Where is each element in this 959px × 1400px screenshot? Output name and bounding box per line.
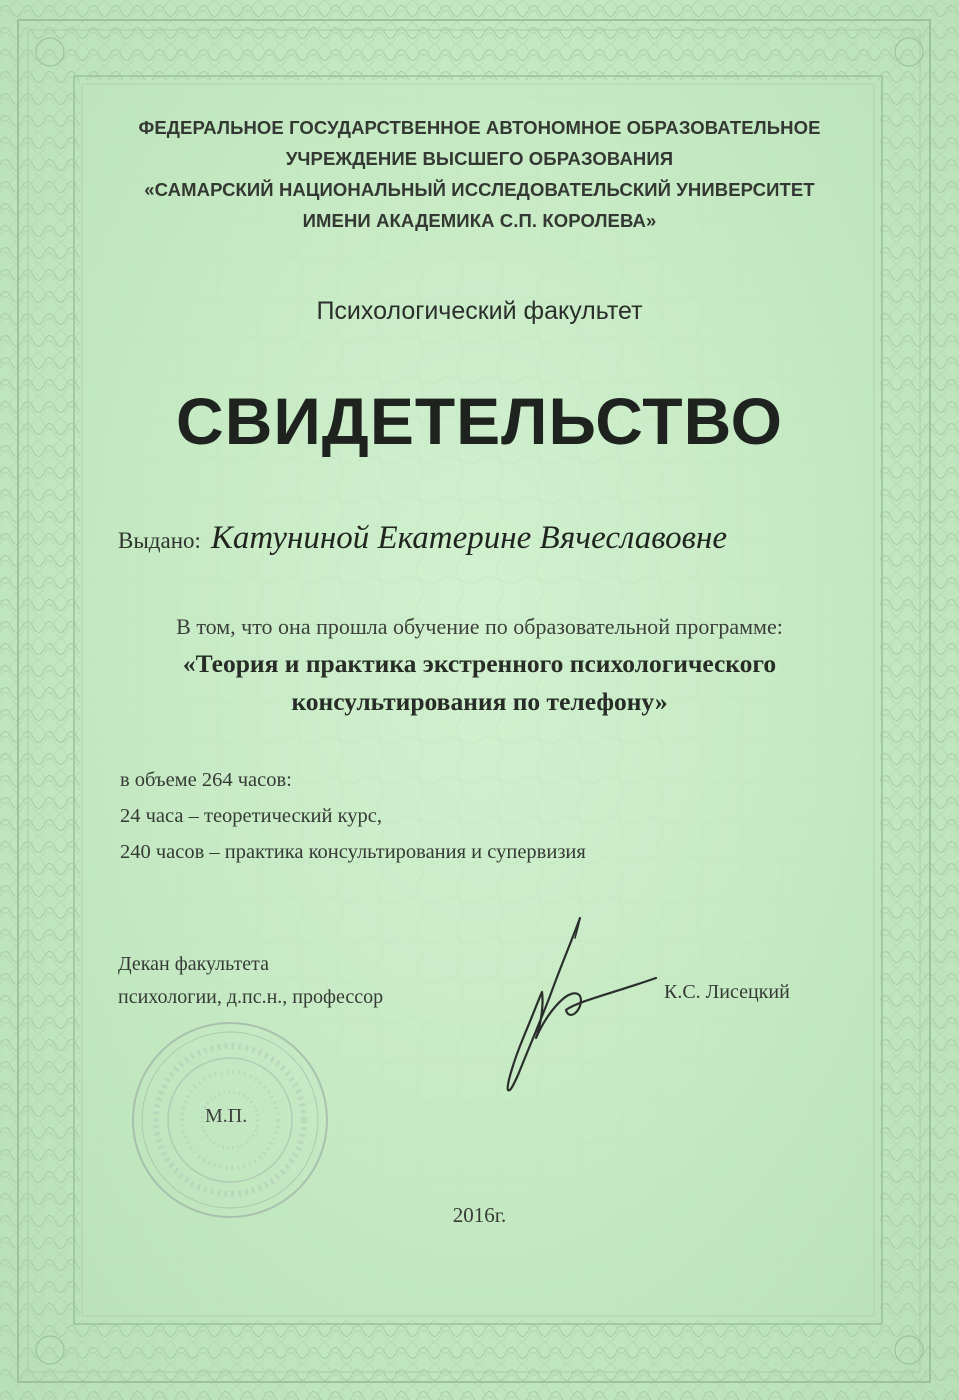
header-line-4: ИМЕНИ АКАДЕМИКА С.П. КОРОЛЕВА» [302, 210, 657, 231]
header-line-2: УЧРЕЖДЕНИЕ ВЫСШЕГО ОБРАЗОВАНИЯ [285, 148, 674, 169]
signatory-title [118, 948, 383, 1014]
signatory-name: К.С. Лисецкий [664, 981, 790, 1003]
institution-header [60, 112, 899, 236]
program-line-1: «Теория и практика экстренного психологического [182, 649, 777, 678]
volume-practice: 240 часов – практика консультирования и супервизия [120, 841, 586, 863]
dean-signature [480, 910, 690, 1100]
volume-total: в объеме 264 часов: [120, 769, 292, 791]
stamp-label: М.П. [205, 1105, 248, 1127]
program-title [60, 645, 899, 721]
document-title: СВИДЕТЕЛЬСТВО [176, 384, 783, 458]
volume-theory: 24 часа – теоретический курс, [120, 805, 383, 827]
signatory-title-line-1: Декан факультета [118, 953, 269, 975]
header-line-3: «САМАРСКИЙ НАЦИОНАЛЬНЫЙ ИССЛЕДОВАТЕЛЬСКИЙ УНИВЕРСИТЕТ [144, 179, 815, 200]
issue-year: 2016г. [452, 1203, 507, 1227]
issued-label: Выдано: [118, 528, 201, 553]
completion-statement: В том, что она прошла обучение по образовательной программе: [176, 614, 783, 639]
recipient-name: Катуниной Екатерине Вячеславовне [210, 520, 728, 556]
header-line-1: ФЕДЕРАЛЬНОЕ ГОСУДАРСТВЕННОЕ АВТОНОМНОЕ ОБРАЗОВАТЕЛЬНОЕ [138, 117, 821, 138]
course-volume [120, 762, 586, 870]
program-line-2: консультирования по телефону» [291, 687, 668, 716]
faculty-name: Психологический факультет [316, 297, 643, 325]
signatory-title-line-2: психологии, д.пс.н., профессор [118, 986, 384, 1008]
issued-to [118, 520, 727, 557]
